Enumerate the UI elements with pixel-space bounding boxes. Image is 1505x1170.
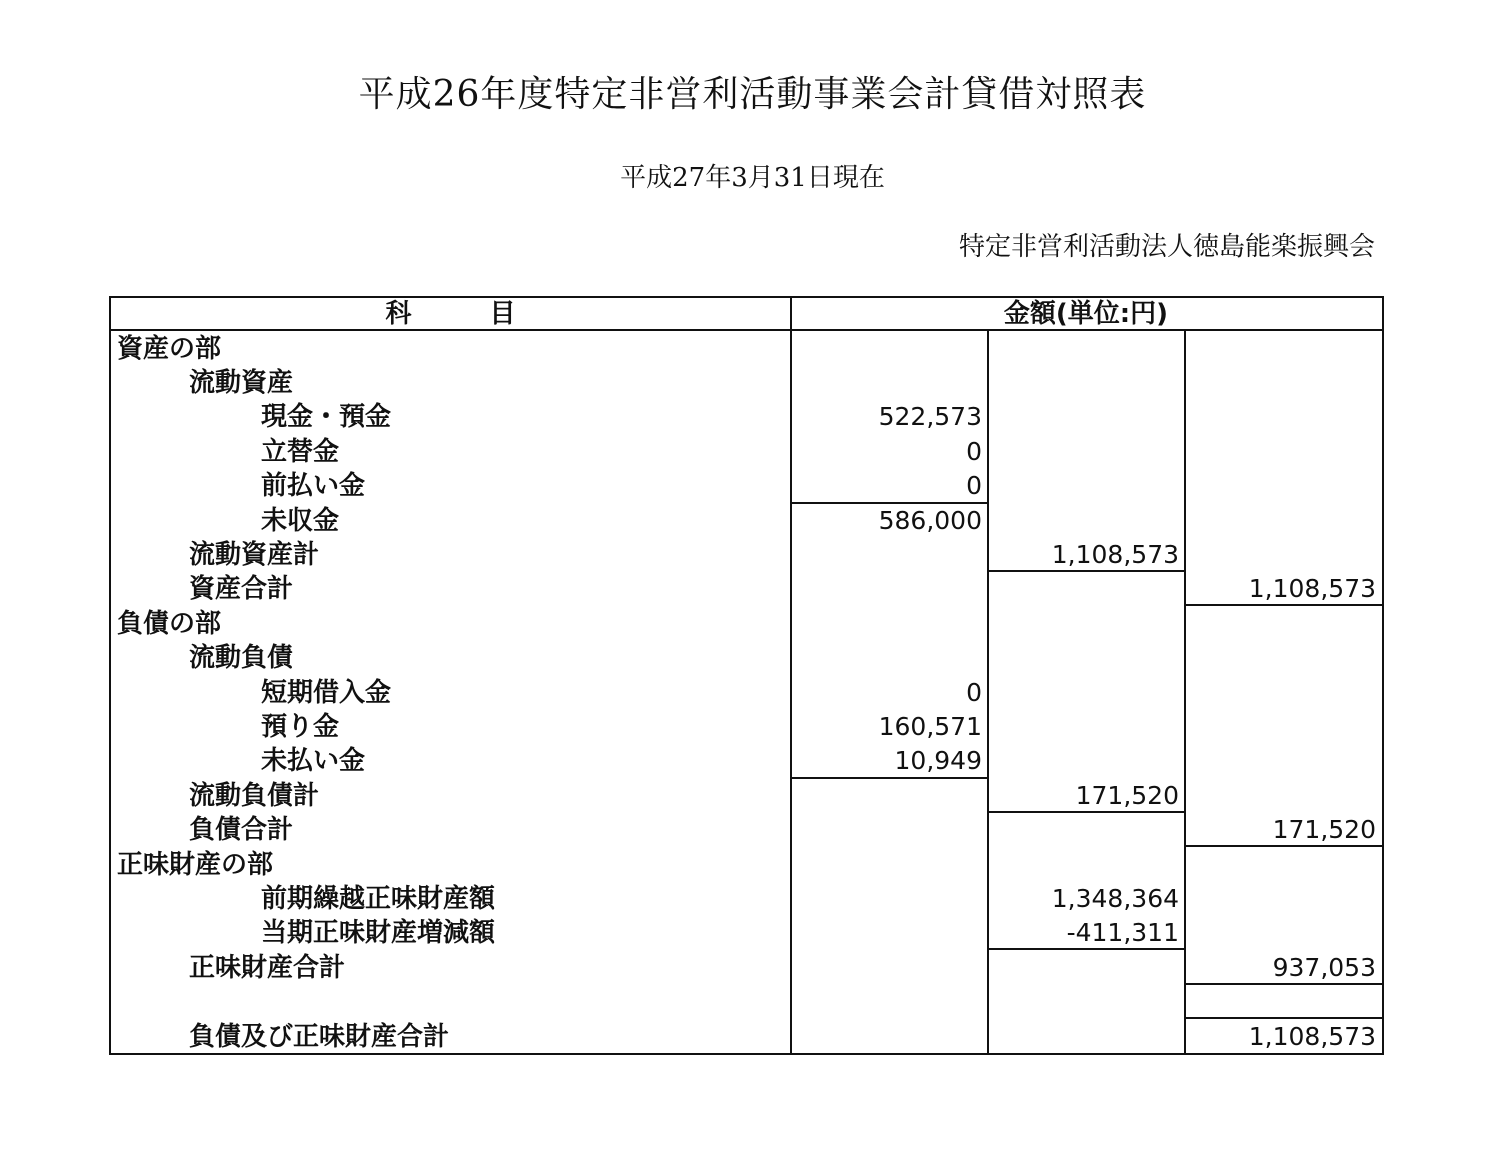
header-subject: 科 目 (385, 299, 516, 329)
amount-cell: 1,348,364 (1051, 884, 1179, 913)
document-title: 平成26年度特定非営利活動事業会計貸借対照表 (358, 74, 1147, 115)
row-label: 未払い金 (261, 746, 366, 776)
row-label: 現金・預金 (261, 402, 392, 432)
row-label: 負債及び正味財産合計 (189, 1022, 450, 1052)
amount-cell: 171,520 (1272, 815, 1376, 844)
row-label: 未収金 (261, 506, 340, 536)
amount-cell: 0 (966, 471, 982, 500)
rule-net-assets-total-bottom (1184, 1017, 1382, 1019)
as-of-date: 平成27年3月31日現在 (620, 163, 885, 193)
row-label: 正味財産合計 (189, 953, 346, 983)
row-label: 預り金 (261, 712, 340, 742)
row-label: 負債の部 (117, 609, 222, 639)
amount-cell: 937,053 (1272, 953, 1376, 982)
row-label: 当期正味財産増減額 (261, 918, 496, 948)
row-label: 流動負債 (189, 643, 294, 673)
row-label: 流動資産計 (189, 540, 320, 570)
row-label: 負債合計 (189, 815, 294, 845)
amount-cell: 586,000 (878, 506, 982, 535)
amount-cell: 171,520 (1075, 781, 1179, 810)
header-amount: 金額(単位:円) (1003, 299, 1169, 329)
row-label: 流動負債計 (189, 781, 320, 811)
row-label: 資産合計 (189, 574, 294, 604)
amount-cell: 1,108,573 (1248, 574, 1376, 603)
row-label: 正味財産の部 (117, 850, 274, 880)
organization-name: 特定非営利活動法人徳島能楽振興会 (958, 232, 1375, 262)
row-label: 流動資産 (189, 368, 294, 398)
row-label: 資産の部 (117, 334, 222, 364)
row-label: 前期繰越正味財産額 (261, 884, 496, 914)
amount-cell: 0 (966, 437, 982, 466)
row-label: 立替金 (261, 437, 340, 467)
amount-cell: 1,108,573 (1248, 1022, 1376, 1051)
row-label: 短期借入金 (261, 678, 392, 708)
amount-col-divider-2 (1184, 329, 1186, 1053)
amount-cell: 0 (966, 678, 982, 707)
amount-cell: 160,571 (878, 712, 982, 741)
amount-cell: 10,949 (894, 746, 982, 775)
row-label: 前払い金 (261, 471, 366, 501)
amount-cell: -411,311 (1066, 918, 1179, 947)
amount-cell: 522,573 (878, 402, 982, 431)
amount-cell: 1,108,573 (1051, 540, 1179, 569)
